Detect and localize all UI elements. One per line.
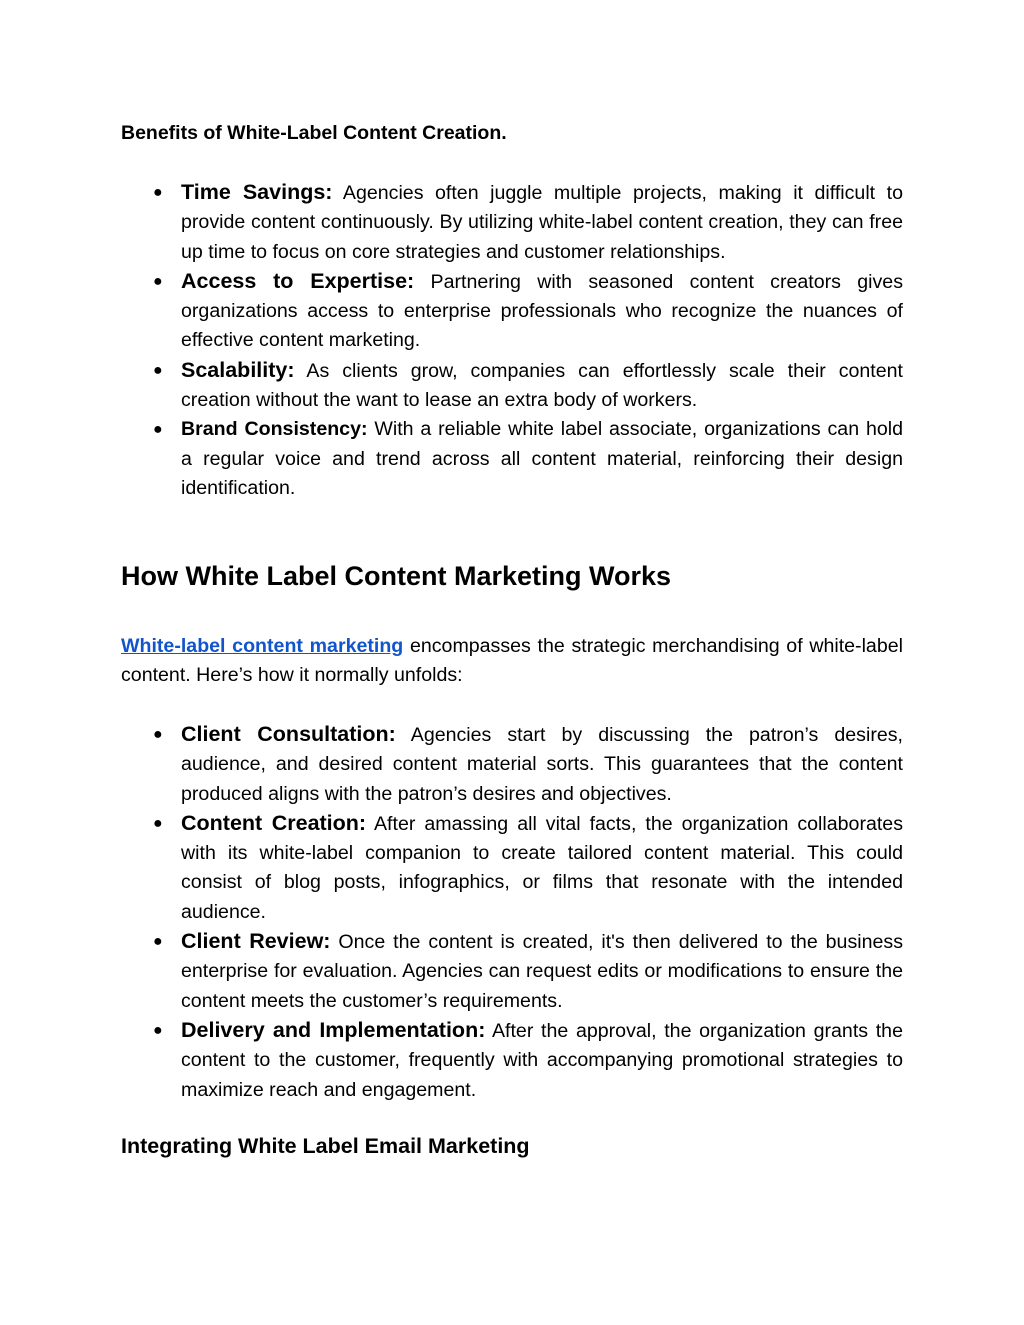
list-item-text: Agencies start by discussing the patron’s desires, audience, and desired content material sorts. This guarantees that the content produced aligns with the patron’s desires and objectives. [181, 724, 903, 805]
list-item [121, 267, 903, 356]
list-item [121, 1016, 903, 1105]
list-item-text: Partnering with seasoned content creators gives organizations access to enterprise professionals who recognize the nuances of effective content marketing. [181, 270, 903, 352]
bullet-icon: ● [153, 933, 163, 951]
list-item-term: Client Consultation: [181, 722, 396, 746]
list-item-text: After amassing all vital facts, the organization collaborates with its white-label companion to create tailored content material. This could consist of blog posts, infographics, or films that resonate with the intended audience. [181, 812, 903, 923]
how-intro-paragraph [121, 632, 903, 690]
list-item-term: Time Savings: [181, 180, 333, 204]
bullet-icon: ● [153, 184, 163, 201]
list-item-text: After the approval, the organization grants the content to the customer, frequently with accompanying promotional strategies to maximize reach and engagement. [181, 1019, 903, 1101]
list-item-text: With a reliable white label associate, organizations can hold a regular voice and trend across all content material, reinforcing their design identification. [181, 418, 903, 499]
list-item-term: Client Review: [181, 929, 331, 954]
benefits-heading: Benefits of White-Label Content Creation. [121, 122, 507, 144]
list-item [121, 720, 903, 809]
benefits-list [121, 178, 903, 503]
how-heading: How White Label Content Marketing Works [121, 561, 672, 591]
list-item-text: Agencies often juggle multiple projects, making it difficult to provide content continuously. By utilizing white-label content creation, they can free up time to focus on core strategies and customer relationships. [181, 182, 903, 263]
list-item [121, 415, 903, 503]
list-item [121, 927, 903, 1016]
list-item [121, 809, 903, 927]
list-item-term: Access to Expertise: [181, 268, 415, 293]
white-label-content-marketing-link[interactable]: White-label content marketing [121, 635, 404, 657]
bullet-icon: ● [153, 1021, 163, 1039]
bullet-icon: ● [153, 814, 163, 832]
list-item-text: Once the content is created, it's then delivered to the business enterprise for evaluation. Agencies can request edits or modifications to ensure the content meets the customer’s requirements. [181, 931, 903, 1012]
list-item [121, 356, 903, 416]
list-item-term: Content Creation: [181, 810, 367, 835]
bullet-icon: ● [153, 361, 163, 379]
list-item-term: Delivery and Implementation: [181, 1017, 486, 1042]
bullet-icon: ● [153, 272, 163, 290]
bullet-icon: ● [153, 421, 163, 439]
list-item-text: As clients grow, companies can effortlessly scale their content creation without the want to lease an extra body of workers. [181, 359, 903, 412]
list-item-term: Brand Consistency: [181, 418, 368, 441]
list-item [121, 178, 903, 267]
how-intro-text: encompasses the strategic merchandising of white-label content. Here’s how it normally unfolds: [121, 635, 903, 686]
bullet-icon: ● [153, 726, 163, 743]
list-item-term: Scalability: [181, 357, 295, 382]
email-heading: Integrating White Label Email Marketing [121, 1134, 530, 1158]
steps-list [121, 720, 903, 1105]
